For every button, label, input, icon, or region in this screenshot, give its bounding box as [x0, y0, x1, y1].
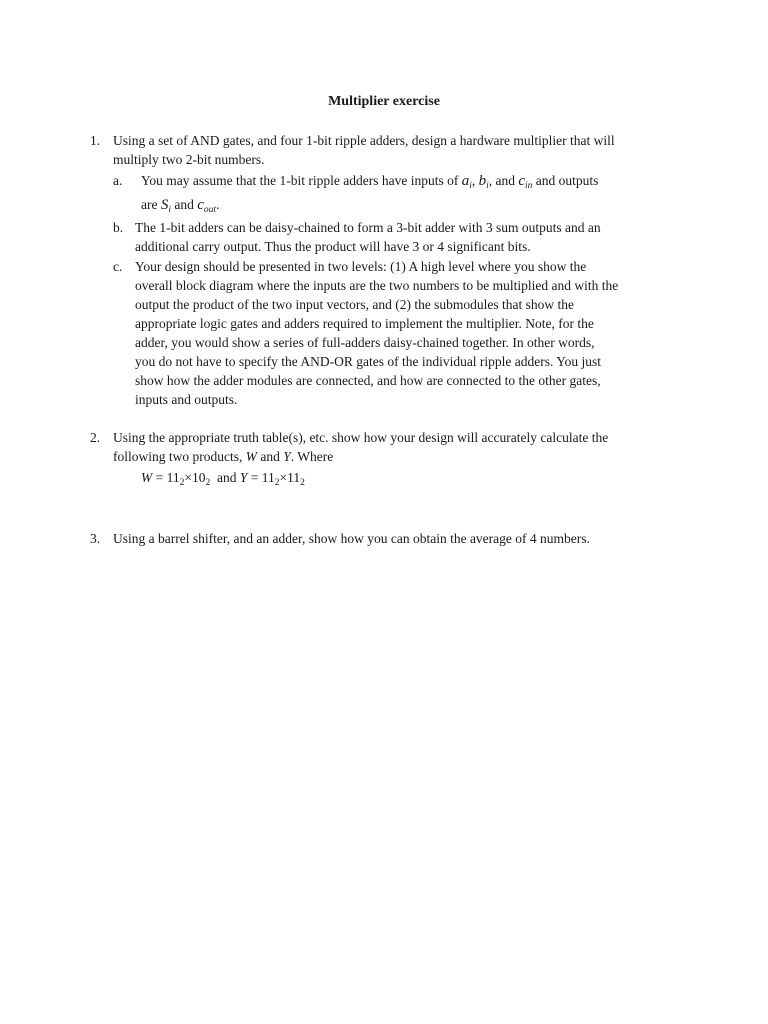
question-1c-line: you do not have to specify the AND-OR gates of the individual ripple adders. You just	[135, 354, 602, 369]
question-1c-line: adder, you would show a series of full-adders daisy-chained together. In other words,	[135, 335, 595, 350]
question-1b-line: additional carry output. Thus the product will have 3 or 4 significant bits.	[135, 239, 531, 254]
eq-equals: =	[250, 470, 259, 485]
question-3-line: Using a barrel shifter, and an adder, show how you can obtain the average of 4 numbers.	[113, 531, 590, 546]
sub-letter: c.	[113, 259, 123, 274]
sub-letter: a.	[113, 173, 123, 188]
question-1-line: Using a set of AND gates, and four 1-bit ripple adders, design a hardware multiplier that will	[113, 133, 615, 148]
text-run: You may assume that the 1-bit ripple adders have inputs of	[141, 173, 459, 188]
var-s: $S_i$	[160, 197, 171, 215]
text-run: and	[174, 197, 194, 212]
question-1c-line: show how the adder modules are connected, and how are connected to the other gates,	[135, 373, 601, 388]
text-run: and	[495, 173, 515, 188]
eq-operand: $11_2$	[166, 470, 185, 488]
period: .	[216, 197, 220, 212]
question-1c-line: inputs and outputs.	[135, 392, 238, 407]
eq-times: ×	[279, 470, 288, 485]
eq-var-w: W	[141, 470, 153, 485]
var-b: $b_i$	[478, 173, 489, 191]
var-cin: $c_{in}$	[518, 173, 533, 191]
sub-letter: b.	[113, 220, 124, 235]
text-run: are	[141, 197, 158, 212]
eq-equals: =	[155, 470, 164, 485]
eq-operand: $11_2$	[287, 470, 305, 488]
question-1c-line: output the product of the two input vectors, and (2) the submodules that show the	[135, 297, 575, 312]
var-y: Y	[283, 449, 291, 464]
eq-times: ×	[184, 470, 192, 485]
question-1c-line: appropriate logic gates and adders required to implement the multiplier. Note, for the	[135, 316, 594, 331]
text-run: following two products,	[113, 449, 243, 464]
product-equation	[141, 468, 305, 487]
eq-var-y: Y	[239, 470, 248, 485]
text-run: . Where	[290, 449, 334, 464]
var-w: W	[245, 449, 257, 464]
text-run: and	[260, 449, 280, 464]
comma: ,	[488, 173, 493, 188]
var-cout: $c_{out}$	[197, 197, 217, 215]
eq-operand: $11_2$	[261, 470, 280, 488]
question-number: 3.	[90, 531, 101, 546]
eq-operand: $10_2$	[192, 470, 211, 488]
question-2-line: Using the appropriate truth table(s), etc. show how your design will accurately calculate the	[113, 430, 609, 445]
page-title: Multiplier exercise	[328, 94, 440, 109]
question-1c-line: overall block diagram where the inputs are the two numbers to be multiplied and with the	[135, 278, 619, 293]
eq-and: and	[217, 470, 237, 485]
question-1-line: multiply two 2-bit numbers.	[113, 152, 265, 167]
question-1c-line: Your design should be presented in two levels: (1) A high level where you show the	[135, 259, 587, 274]
question-1a-line-1	[141, 171, 686, 191]
question-2-line	[113, 447, 683, 466]
question-number: 2.	[90, 430, 101, 445]
question-1b-line: The 1-bit adders can be daisy-chained to form a 3-bit adder with 3 sum outputs and an	[135, 220, 601, 235]
question-1a-line-2	[141, 195, 686, 215]
text-run: and outputs	[535, 173, 599, 188]
question-number: 1.	[90, 133, 101, 148]
var-a: $a_i$	[461, 173, 472, 191]
comma: ,	[471, 173, 476, 188]
